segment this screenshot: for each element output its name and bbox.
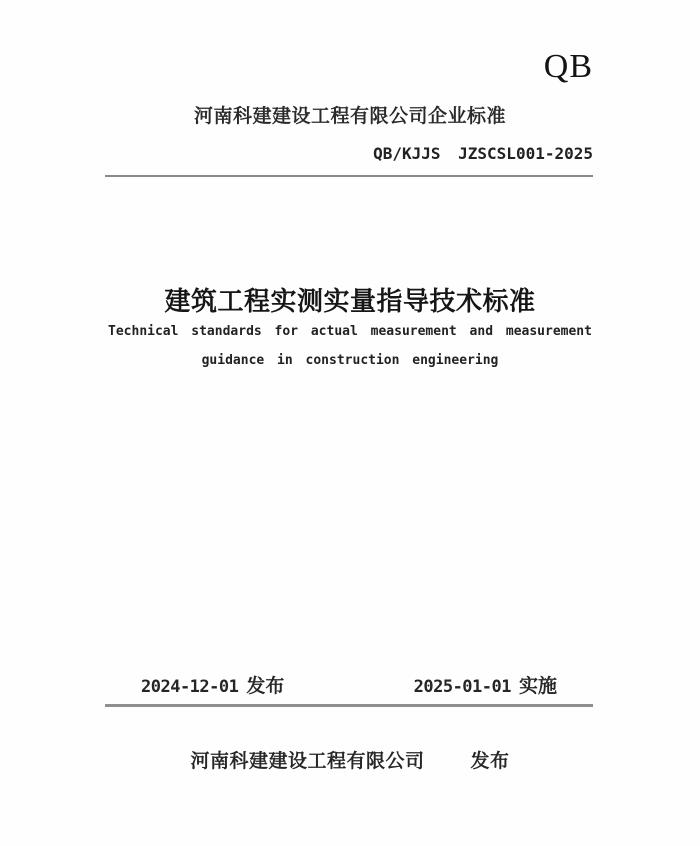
header-divider-rule	[105, 175, 593, 177]
document-title-english-line2: guidance in construction engineering	[201, 353, 499, 368]
document-title-chinese: 建筑工程实测实量指导技术标准	[164, 287, 536, 316]
implementation-date: 2025-01-01	[413, 677, 511, 697]
release-date: 2024-12-01	[141, 677, 239, 697]
publisher-row	[0, 746, 700, 773]
release-label: 发布	[246, 676, 285, 697]
implementation-date-item	[414, 671, 557, 698]
release-date-item	[141, 671, 284, 698]
standard-number: QB/KJJS JZSCSL001-2025	[373, 144, 593, 163]
implementation-label: 实施	[518, 676, 557, 697]
dates-row	[105, 671, 593, 698]
publisher-name: 河南科建建设工程有限公司	[190, 751, 425, 772]
document-title-english-line1: Technical standards for actual measurement and measurement	[108, 324, 592, 339]
publish-label: 发布	[470, 751, 510, 772]
enterprise-standard-header: 河南科建建设工程有限公司企业标准	[193, 106, 506, 127]
footer-divider-rule	[105, 704, 593, 707]
standard-classification-mark: QB	[543, 48, 593, 85]
